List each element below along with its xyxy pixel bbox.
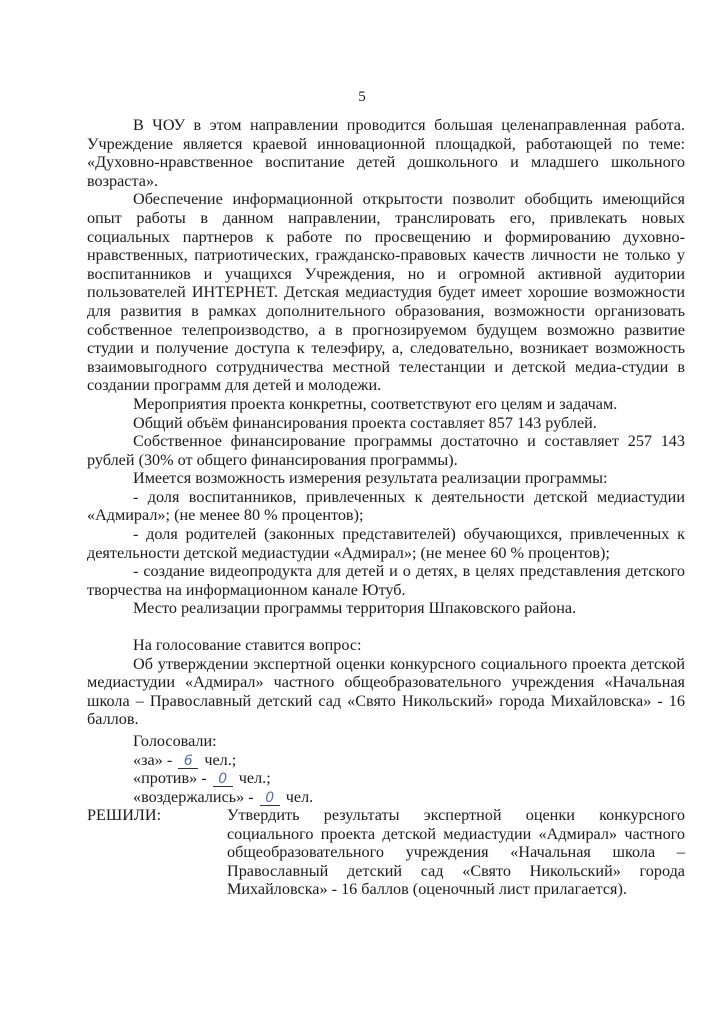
paragraph-measurement: Имеется возможность измерения результата реализации программы: (133, 469, 608, 488)
vote-for-unit: чел.; (204, 750, 237, 769)
paragraph-openness: Обеспечение информационной открытости позволит обобщить имеющийся опыт работы в данном направлении, транслировать его, привлекать новых социальных партнеров к работе по просвещению и формированию духовно-нравственных, патриотических, гражданско-правовых качеств личности не только у воспитанников и учащихся Учреждения, но и огромной активной аудитории пользователей ИНТЕРНЕТ. Детская медиастудия будет имеет хорошие возможности для развития в рамках дополнительного образования, возможности организовать собственное телепроизводство, а в прогнозируемом будущем возможно развитие студии и получение доступа к телеэфиру, а, следовательно, возникает возможность взаимовыгодного сотрудничества местной телестанции и детской медиа-студии в создании программ для детей и молодежи. (87, 190, 685, 395)
vote-for-line (133, 751, 433, 770)
vote-abstain-line (133, 788, 433, 807)
vote-against-label: «против» - (133, 769, 207, 788)
paragraph-intro: В ЧОУ в этом направлении проводится большая целенаправленная работа. Учреждение является краевой инновационной площадкой, работающей по теме: «Духовно-нравственное воспитание детей дошкольного и младшего школьного возраста». (87, 116, 685, 190)
vote-against-count: 0 (213, 772, 233, 787)
vote-against-line (133, 769, 433, 788)
vote-for-label: «за» - (133, 750, 173, 769)
vote-for-count: 6 (178, 754, 198, 769)
vote-abstain-unit: чел. (285, 787, 314, 806)
resolution-label: РЕШИЛИ: (87, 806, 162, 824)
paragraph-location: Место реализации программы территория Шпаковского района. (133, 599, 577, 618)
document-body (87, 116, 685, 729)
voting-block (133, 732, 433, 806)
paragraph-metric-parents: - доля родителей (законных представителей) обучающихся, привлеченных к деятельности детской медиастудии «Адмирал»; (не менее 60 % процентов); (87, 525, 685, 562)
vote-against-unit: чел.; (238, 769, 271, 788)
vote-abstain-count: 0 (260, 791, 280, 806)
paragraph-metric-video: - создание видеопродукта для детей и о детях, в целях представления детского творчества на информационном канале Ютуб. (87, 562, 685, 599)
paragraph-vote-question: На голосование ставится вопрос: (133, 636, 362, 655)
paragraph-total-funding: Общий объём финансирования проекта составляет 857 143 рублей. (133, 413, 597, 432)
page-number: 5 (358, 89, 366, 105)
vote-abstain-label: «воздержались» - (133, 787, 254, 806)
paragraph-activities: Мероприятия проекта конкретны, соответствуют его целям и задачам. (133, 394, 618, 413)
paragraph-own-funding: Собственное финансирование программы достаточно и составляет 257 143 рублей (30% от общего финансирования программы). (87, 432, 685, 469)
resolution-text: Утвердить результаты экспертной оценки конкурсного социального проекта детской медиастудии «Адмирал» частного общеобразовательного учреждения «Начальная школа – Православный детский сад «Свято Никольский» города Михайловска» - 16 баллов (оценочный лист прилагается). (227, 806, 685, 899)
voting-title: Голосовали: (133, 732, 217, 750)
paragraph-metric-pupils: - доля воспитанников, привлеченных к деятельности детской медиастудии «Адмирал»; (не менее 80 % процентов); (87, 487, 685, 525)
paragraph-approval-subject: Об утверждении экспертной оценки конкурсного социального проекта детской медиастудии «Адмирал» частного общеобразовательного учреждения «Начальная школа – Православный детский сад «Свято Никольский» города Михайловска» - 16 баллов. (87, 654, 685, 729)
